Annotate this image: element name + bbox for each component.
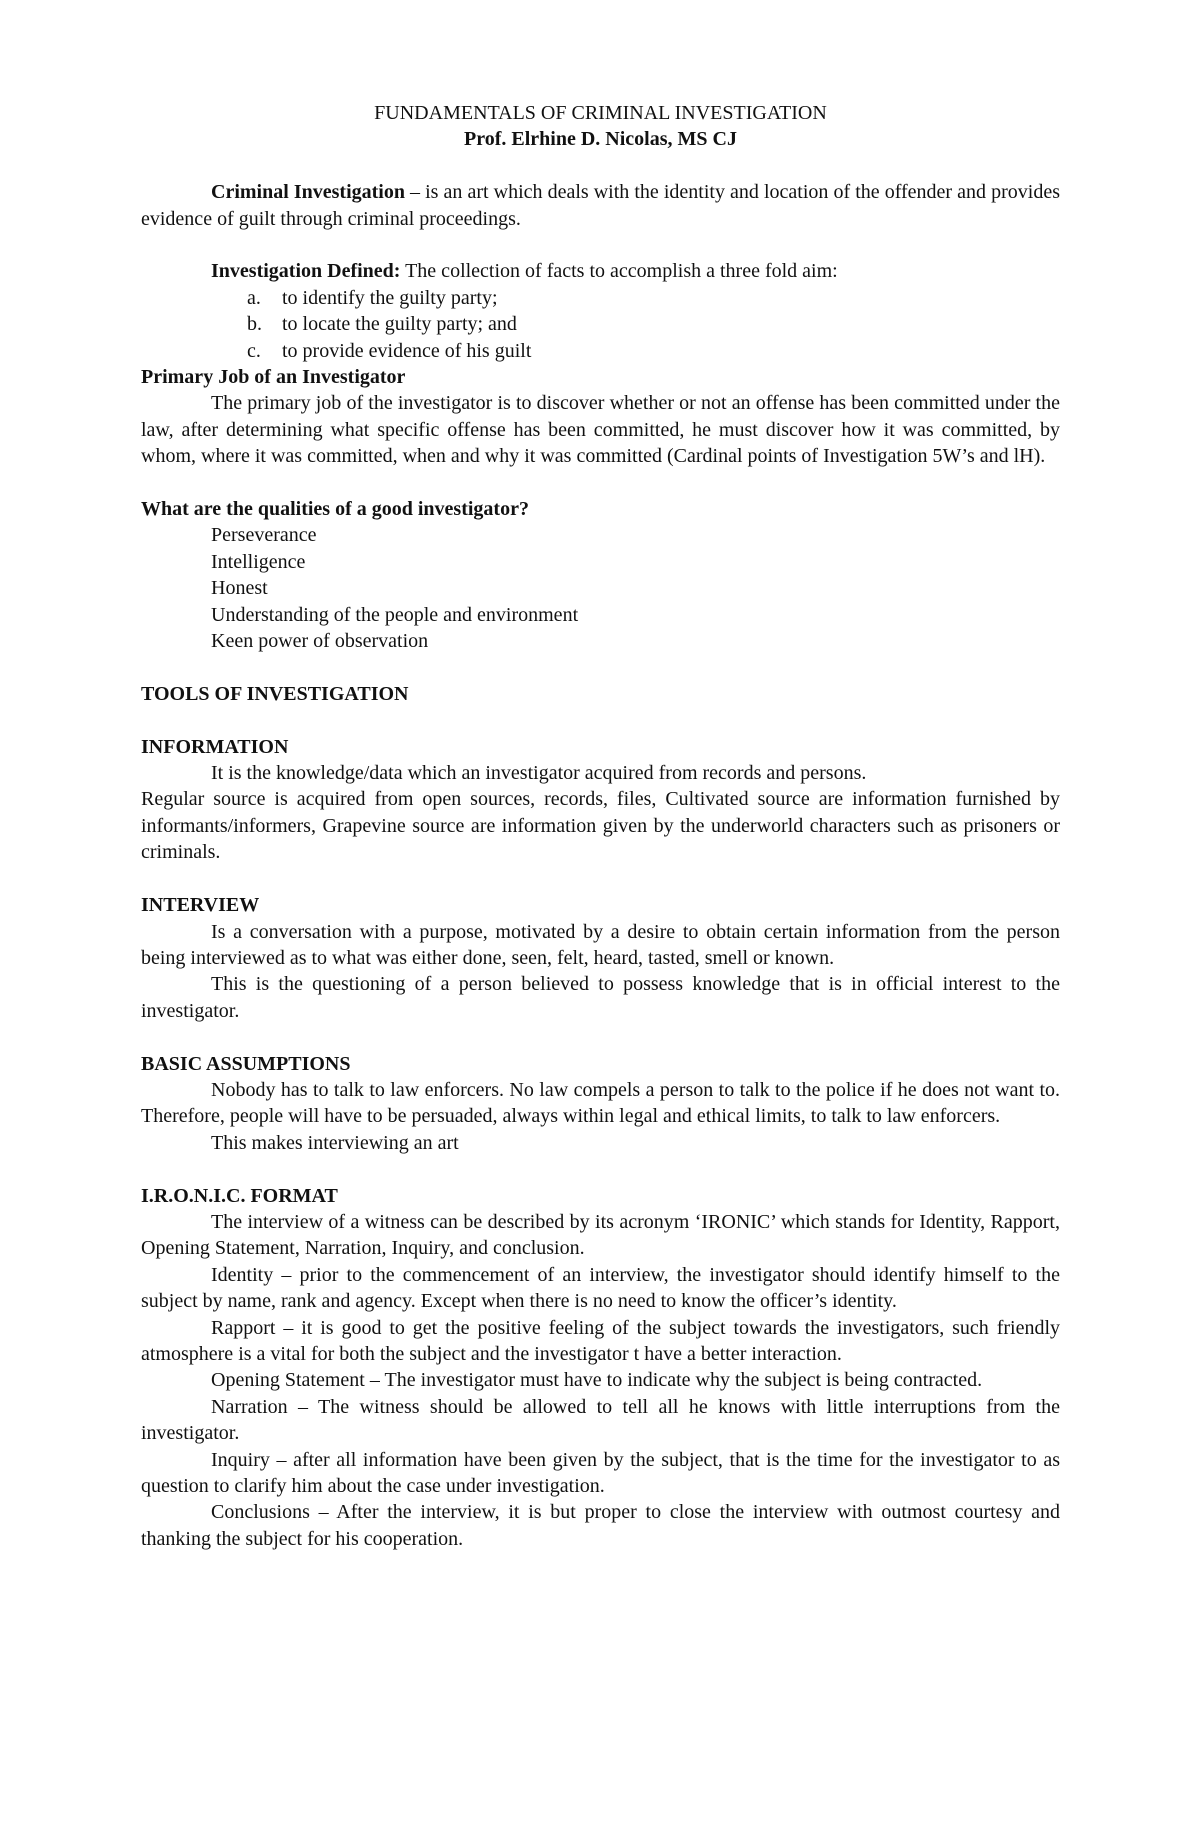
information-heading: INFORMATION	[141, 735, 289, 758]
list-marker: c.	[247, 339, 261, 362]
list-item: Keen power of observation	[211, 630, 429, 653]
interview-paragraph-1: Is a conversation with a purpose, motivated by a desire to obtain certain information from the person being interviewed as to what was either done, seen, felt, heard, tasted, smell or known.	[141, 920, 1060, 969]
list-item	[247, 285, 1060, 311]
ironic-conclusions-paragraph: Conclusions – After the interview, it is but proper to close the interview with outmost courtesy and thanking the subject for his cooperation.	[141, 1501, 1060, 1550]
interview-paragraph-2: This is the questioning of a person believed to possess knowledge that is in official interest to the investigator.	[141, 973, 1060, 1022]
list-item: Perseverance	[211, 524, 317, 547]
investigation-defined-term: Investigation Defined:	[211, 260, 401, 283]
aims-list	[141, 285, 1060, 364]
list-marker: b.	[247, 313, 262, 336]
tools-heading: TOOLS OF INVESTIGATION	[141, 682, 409, 705]
ironic-heading: I.R.O.N.I.C. FORMAT	[141, 1184, 338, 1207]
information-paragraph: Regular source is acquired from open sources, records, files, Cultivated source are information furnished by informants/informers, Grapevine source are information given by the underworld characters such as prisoners or criminals.	[141, 788, 1060, 864]
primary-job-heading: Primary Job of an Investigator	[141, 366, 406, 389]
list-item	[247, 311, 1060, 337]
list-item: Intelligence	[211, 550, 306, 573]
interview-heading: INTERVIEW	[141, 894, 260, 917]
criminal-investigation-definition: – is an art which deals with the identity and location of the offender and provides evidence of guilt through criminal proceedings.	[141, 181, 1060, 230]
list-item: Honest	[211, 577, 268, 600]
investigation-defined-paragraph	[141, 258, 1060, 284]
list-item	[247, 338, 1060, 364]
qualities-heading: What are the qualities of a good investigator?	[141, 498, 529, 521]
ironic-narration-paragraph: Narration – The witness should be allowed to tell all he knows with little interruptions from the investigator.	[141, 1395, 1060, 1445]
ironic-intro-paragraph: The interview of a witness can be described by its acronym ‘IRONIC’ which stands for Identity, Rapport, Opening Statement, Narration, Inquiry, and conclusion.	[141, 1210, 1060, 1260]
primary-job-paragraph: The primary job of the investigator is to discover whether or not an offense has been committed under the law, after determining what specific offense has been committed, he must discover how it was committed, by whom, where it was committed, when and why it was committed (Cardinal points of Investigation 5W’s and lH).	[141, 392, 1060, 468]
ironic-opening-statement-paragraph: Opening Statement – The investigator must have to indicate why the subject is being contracted.	[211, 1369, 983, 1392]
ironic-rapport-paragraph: Rapport – it is good to get the positive feeling of the subject towards the investigators, such friendly atmosphere is a vital for both the subject and the investigator t have a better interaction.	[141, 1316, 1060, 1365]
qualities-list	[141, 522, 1060, 654]
basic-assumptions-paragraph-2: This makes interviewing an art	[211, 1131, 459, 1154]
criminal-investigation-term: Criminal Investigation	[211, 181, 405, 204]
basic-assumptions-heading: BASIC ASSUMPTIONS	[141, 1052, 351, 1075]
list-item-text: to provide evidence of his guilt	[282, 339, 532, 362]
list-marker: a.	[247, 286, 261, 309]
ironic-inquiry-paragraph: Inquiry – after all information have been given by the subject, that is the time for the investigator to as question to clarify him about the case under investigation.	[141, 1448, 1060, 1497]
list-item-text: to locate the guilty party; and	[282, 313, 517, 336]
list-item-text: to identify the guilty party;	[282, 286, 498, 309]
document-title: FUNDAMENTALS OF CRIMINAL INVESTIGATION	[374, 102, 827, 124]
document-author: Prof. Elrhine D. Nicolas, MS CJ	[464, 128, 737, 151]
list-item: Understanding of the people and environment	[211, 603, 579, 626]
investigation-defined-text: The collection of facts to accomplish a three fold aim:	[400, 260, 838, 283]
information-first-line: It is the knowledge/data which an investigator acquired from records and persons.	[211, 762, 867, 785]
basic-assumptions-paragraph-1: Nobody has to talk to law enforcers. No law compels a person to talk to the police if he does not want to. Therefore, people will have to be persuaded, always within legal and ethical limits, to talk to law enforcers.	[141, 1078, 1060, 1128]
ironic-identity-paragraph: Identity – prior to the commencement of an interview, the investigator should identify himself to the subject by name, rank and agency. Except when there is no need to know the officer’s identity.	[141, 1263, 1060, 1313]
title-block	[141, 100, 1060, 153]
document-page	[141, 100, 1060, 1552]
criminal-investigation-paragraph	[141, 179, 1060, 232]
